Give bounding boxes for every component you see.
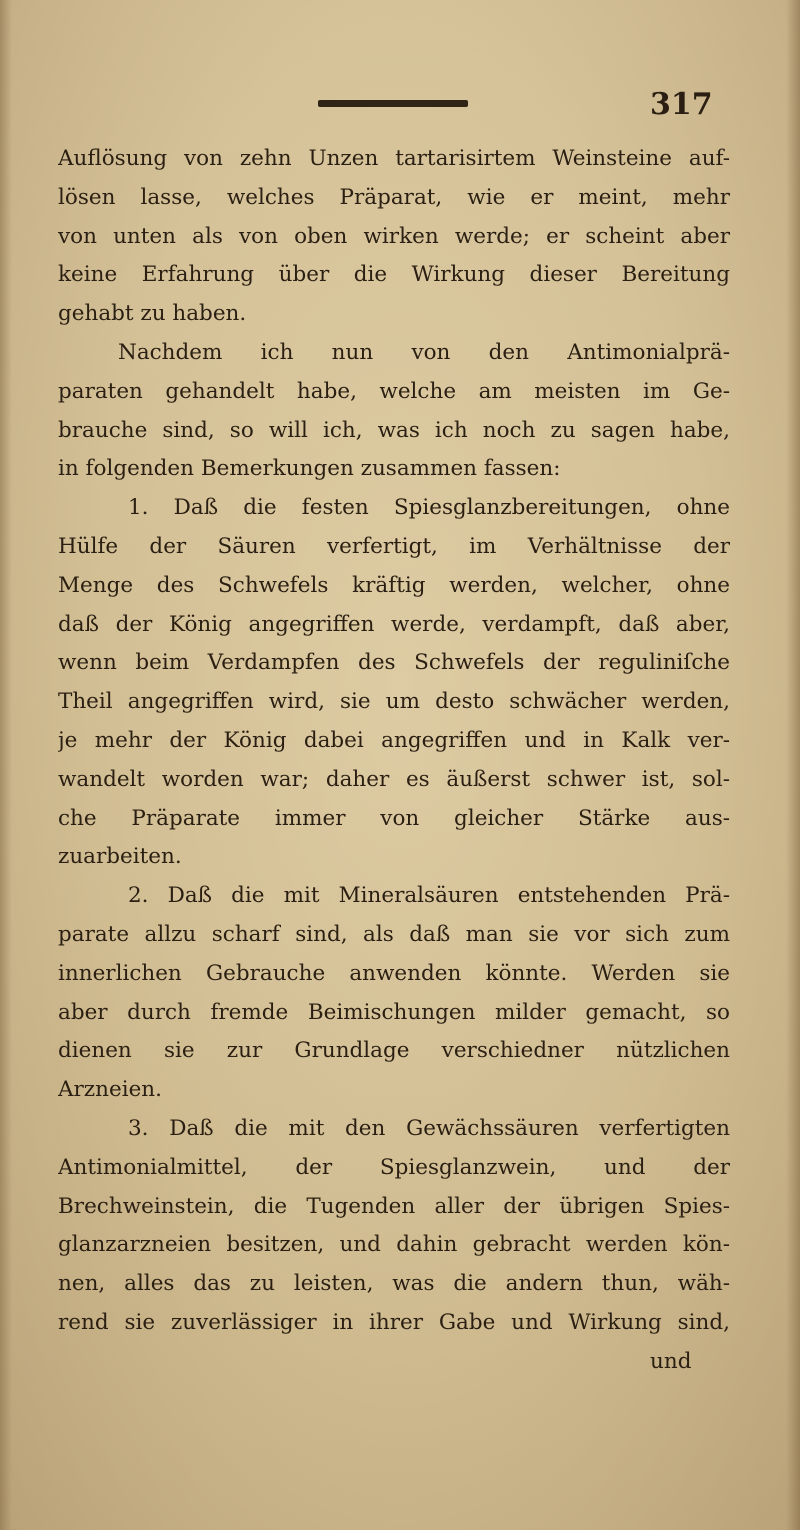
text-line: glanzarzneien besitzen, und dahin gebracht werden kön-	[58, 1232, 730, 1258]
page-number: 317	[650, 87, 713, 122]
text-line: rend sie zuverlässiger in ihrer Gabe und Wirkung sind,	[58, 1309, 730, 1335]
text-line: che Präparate immer von gleicher Stärke aus-	[58, 805, 730, 831]
text-line: Theil angegriffen wird, sie um desto schwächer werden,	[58, 689, 730, 715]
text-line: Brechweinstein, die Tugenden aller der übrigen Spies-	[58, 1193, 730, 1219]
text-line: Arzneien.	[58, 1077, 162, 1103]
text-line: daß der König angegriffen werde, verdampft, daß aber,	[58, 611, 730, 637]
text-line: von unten als von oben wirken werde; er scheint aber	[58, 223, 730, 249]
header-rule	[318, 100, 468, 107]
text-line: 2. Daß die mit Mineralsäuren entstehenden Prä-	[128, 883, 730, 909]
text-line: 3. Daß die mit den Gewächssäuren verfertigten	[128, 1115, 730, 1141]
text-line: brauche sind, so will ich, was ich noch zu sagen habe,	[58, 417, 730, 443]
text-line: Menge des Schwefels kräftig werden, welcher, ohne	[58, 572, 730, 598]
text-line: aber durch fremde Beimischungen milder gemacht, so	[58, 999, 730, 1025]
text-line: Auflösung von zehn Unzen tartarisirtem Weinsteine auf-	[58, 146, 730, 171]
text-line: Antimonialmittel, der Spiesglanzwein, und der	[58, 1154, 730, 1180]
text-line: parate allzu scharf sind, als daß man sie vor sich zum	[58, 921, 730, 947]
text-line: innerlichen Gebrauche anwenden könnte. Werden sie	[58, 960, 730, 986]
text-line: 1. Daß die festen Spiesglanzbereitungen, ohne	[128, 495, 730, 521]
page-edge-shadow-left	[0, 0, 12, 1530]
text-line: wandelt worden war; daher es äußerst schwer ist, sol-	[58, 766, 730, 792]
text-line: dienen sie zur Grundlage verschiedner nützlichen	[58, 1038, 730, 1064]
text-line: paraten gehandelt habe, welche am meisten im Ge-	[58, 378, 730, 404]
text-line: je mehr der König dabei angegriffen und in Kalk ver-	[58, 727, 730, 753]
body-text	[58, 140, 730, 1343]
text-line: nen, alles das zu leisten, was die andern thun, wäh-	[58, 1271, 730, 1297]
text-line: keine Erfahrung über die Wirkung dieser Bereitung	[58, 262, 730, 288]
text-line: in folgenden Bemerkungen zusammen fassen:	[58, 456, 561, 482]
text-line: Nachdem ich nun von den Antimonialprä-	[118, 339, 730, 365]
text-line: gehabt zu haben.	[58, 301, 247, 327]
text-line: zuarbeiten.	[58, 844, 182, 870]
text-line: Hülfe der Säuren verfertigt, im Verhältnisse der	[58, 533, 730, 559]
page-edge-shadow-right	[786, 0, 800, 1530]
text-line: lösen lasse, welches Präparat, wie er meint, mehr	[58, 184, 730, 210]
catchword: und	[650, 1349, 692, 1374]
text-line: wenn beim Verdampfen des Schwefels der reguliniſche	[58, 650, 730, 676]
